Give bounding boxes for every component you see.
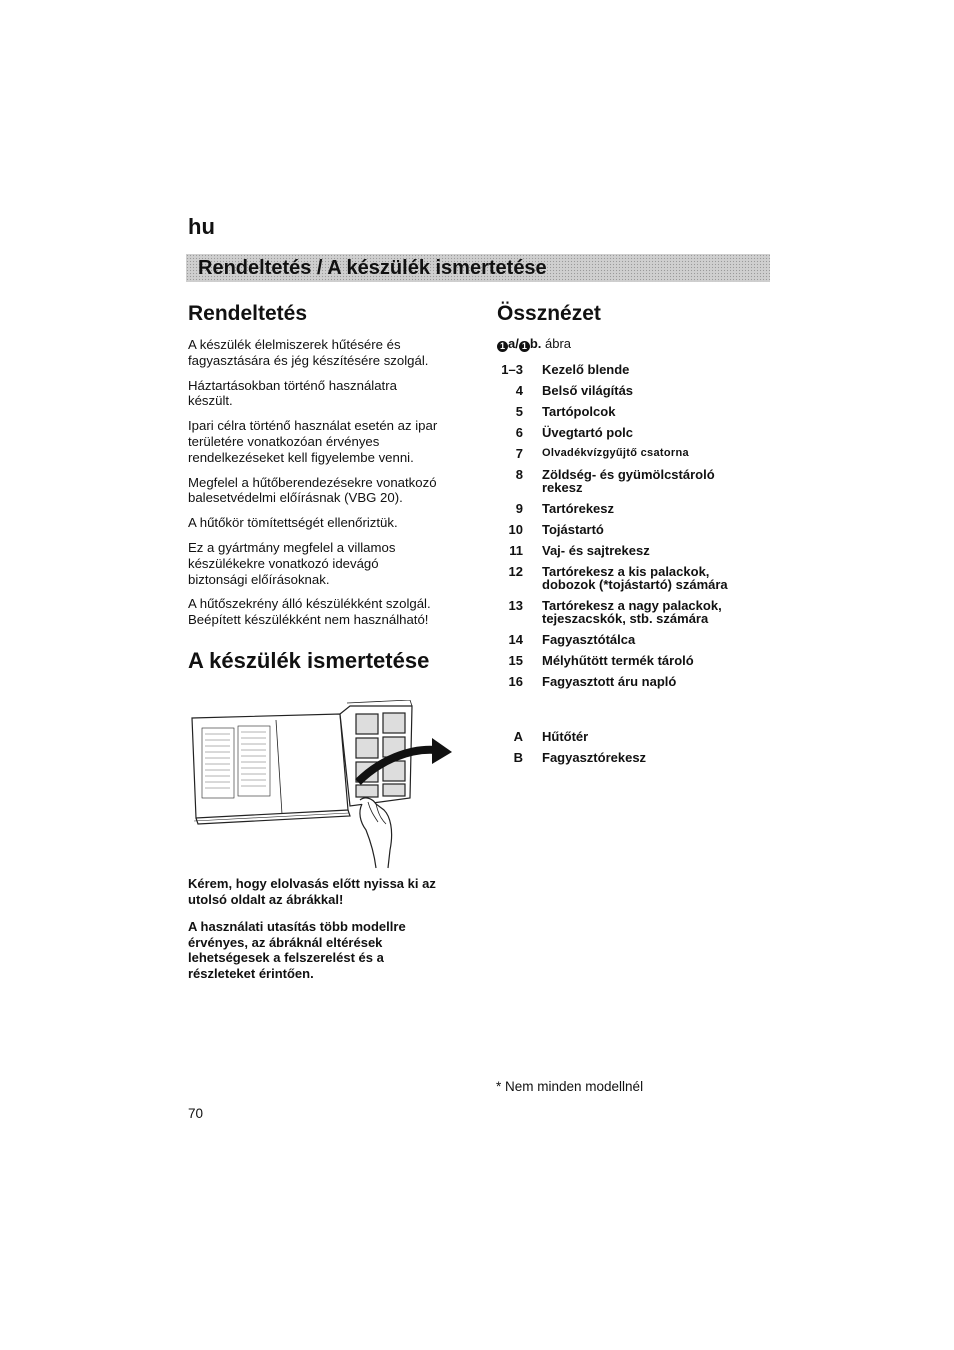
- legend-item: [497, 523, 777, 536]
- figure-reference: [497, 336, 777, 352]
- legend-number: 10: [508, 522, 523, 537]
- left-column: [188, 302, 478, 637]
- legend-number: 9: [515, 501, 523, 516]
- paragraph: Háztartásokban történő használatra készült.: [188, 377, 397, 409]
- legend-number: 1–3: [501, 362, 523, 377]
- legend-label: Tartópolcok: [542, 404, 616, 419]
- legend-label: Kezelő blende: [542, 362, 630, 377]
- notes-block: [188, 876, 478, 994]
- legend-item: [497, 363, 777, 376]
- legend-letter: B: [513, 750, 523, 765]
- legend-number: 5: [515, 404, 523, 419]
- legend-item: [497, 405, 777, 418]
- paragraph: Ipari célra történő használat esetén az ipar területére vonatkozóan érvényes rendelkezéseket kell figyelembe venni.: [188, 418, 438, 465]
- legend-label: Fagyasztótálca: [542, 632, 636, 647]
- legend-label: Fagyasztórekesz: [542, 750, 647, 765]
- legend-item: [497, 675, 777, 688]
- legend-item: [497, 654, 777, 667]
- paragraph: Megfelel a hűtőberendezésekre vonatkozó balesetvédelmi előírásnak (VBG 20).: [188, 474, 437, 506]
- legend-label: Olvadékvízgyűjtő csatorna: [542, 447, 689, 459]
- legend-number: 7: [515, 446, 523, 461]
- parts-legend: [497, 363, 777, 688]
- language-code: hu: [188, 214, 215, 239]
- heading-purpose: Rendeltetés: [188, 302, 308, 325]
- legend-item: [497, 384, 777, 397]
- figure-number-badge: 1: [519, 341, 530, 352]
- footnote: * Nem minden modellnél: [496, 1079, 644, 1094]
- foldout-illustration: [190, 700, 455, 870]
- legend-number: 13: [508, 598, 523, 613]
- legend-item: [497, 751, 777, 764]
- legend-label: Hűtőtér: [542, 729, 589, 744]
- heading-overview: Össznézet: [497, 302, 601, 325]
- legend-item: [497, 502, 777, 515]
- legend-label: Tartórekesz a kis palackok, dobozok (*tojástartó) számára: [542, 564, 728, 592]
- paragraph: Ez a gyártmány megfelel a villamos készülékekre vonatkozó idevágó biztonsági előírásoknak.: [188, 539, 396, 587]
- legend-number: 8: [515, 467, 523, 482]
- right-column: [497, 302, 777, 772]
- legend-item: [497, 730, 777, 743]
- legend-label: Zöldség- és gyümölcstároló rekesz: [542, 467, 715, 495]
- legend-number: 16: [508, 674, 523, 689]
- legend-item: [497, 599, 777, 625]
- legend-item: [497, 426, 777, 439]
- figure-ref-a: a/: [508, 336, 519, 351]
- page-number: 70: [188, 1106, 204, 1121]
- legend-number: 4: [515, 383, 523, 398]
- section-banner: [186, 254, 770, 282]
- legend-label: Mélyhűtött termék tároló: [542, 653, 694, 668]
- legend-number: 11: [509, 543, 523, 558]
- banner-title: Rendeltetés / A készülék ismertetése: [198, 257, 547, 279]
- legend-label: Fagyasztott áru napló: [542, 674, 677, 689]
- legend-label: Belső világítás: [542, 383, 634, 398]
- zones-legend: [497, 730, 777, 764]
- legend-item: [497, 633, 777, 646]
- legend-item: [497, 447, 777, 460]
- legend-letter: A: [513, 729, 523, 744]
- legend-label: Vaj- és sajtrekesz: [542, 543, 650, 558]
- legend-item: [497, 468, 777, 494]
- legend-number: 6: [515, 425, 523, 440]
- figure-number-badge: 1: [497, 341, 508, 352]
- paragraph: A készülék élelmiszerek hűtésére és fagyasztására és jég készítésére szolgál.: [188, 337, 429, 368]
- note-foldout: Kérem, hogy elolvasás előtt nyissa ki az utolsó oldalt az ábrákkal!: [188, 876, 436, 907]
- legend-number: 14: [508, 632, 523, 647]
- purpose-text: [188, 337, 478, 628]
- note-models: A használati utasítás több modellre érvényes, az ábráknál eltérések lehetségesek a felszerelést és a részleteket érintően.: [188, 919, 406, 981]
- legend-number: 12: [508, 564, 523, 579]
- legend-item: [497, 544, 777, 557]
- legend-number: 15: [508, 653, 523, 668]
- legend-label: Tartórekesz: [542, 501, 615, 516]
- legend-item: [497, 565, 777, 591]
- figure-ref-suffix: ábra: [541, 336, 572, 351]
- heading-appliance-description: A készülék ismertetése: [188, 648, 430, 673]
- legend-label: Tojástartó: [542, 522, 604, 537]
- paragraph: A hűtőszekrény álló készülékként szolgál. Beépített készülékként nem használható!: [188, 596, 431, 628]
- figure-ref-b: b.: [529, 336, 542, 351]
- paragraph: A hűtőkör tömítettségét ellenőriztük.: [188, 515, 398, 531]
- legend-label: Tartórekesz a nagy palackok, tejeszacskók, stb. számára: [542, 598, 722, 626]
- legend-label: Üvegtartó polc: [542, 425, 634, 440]
